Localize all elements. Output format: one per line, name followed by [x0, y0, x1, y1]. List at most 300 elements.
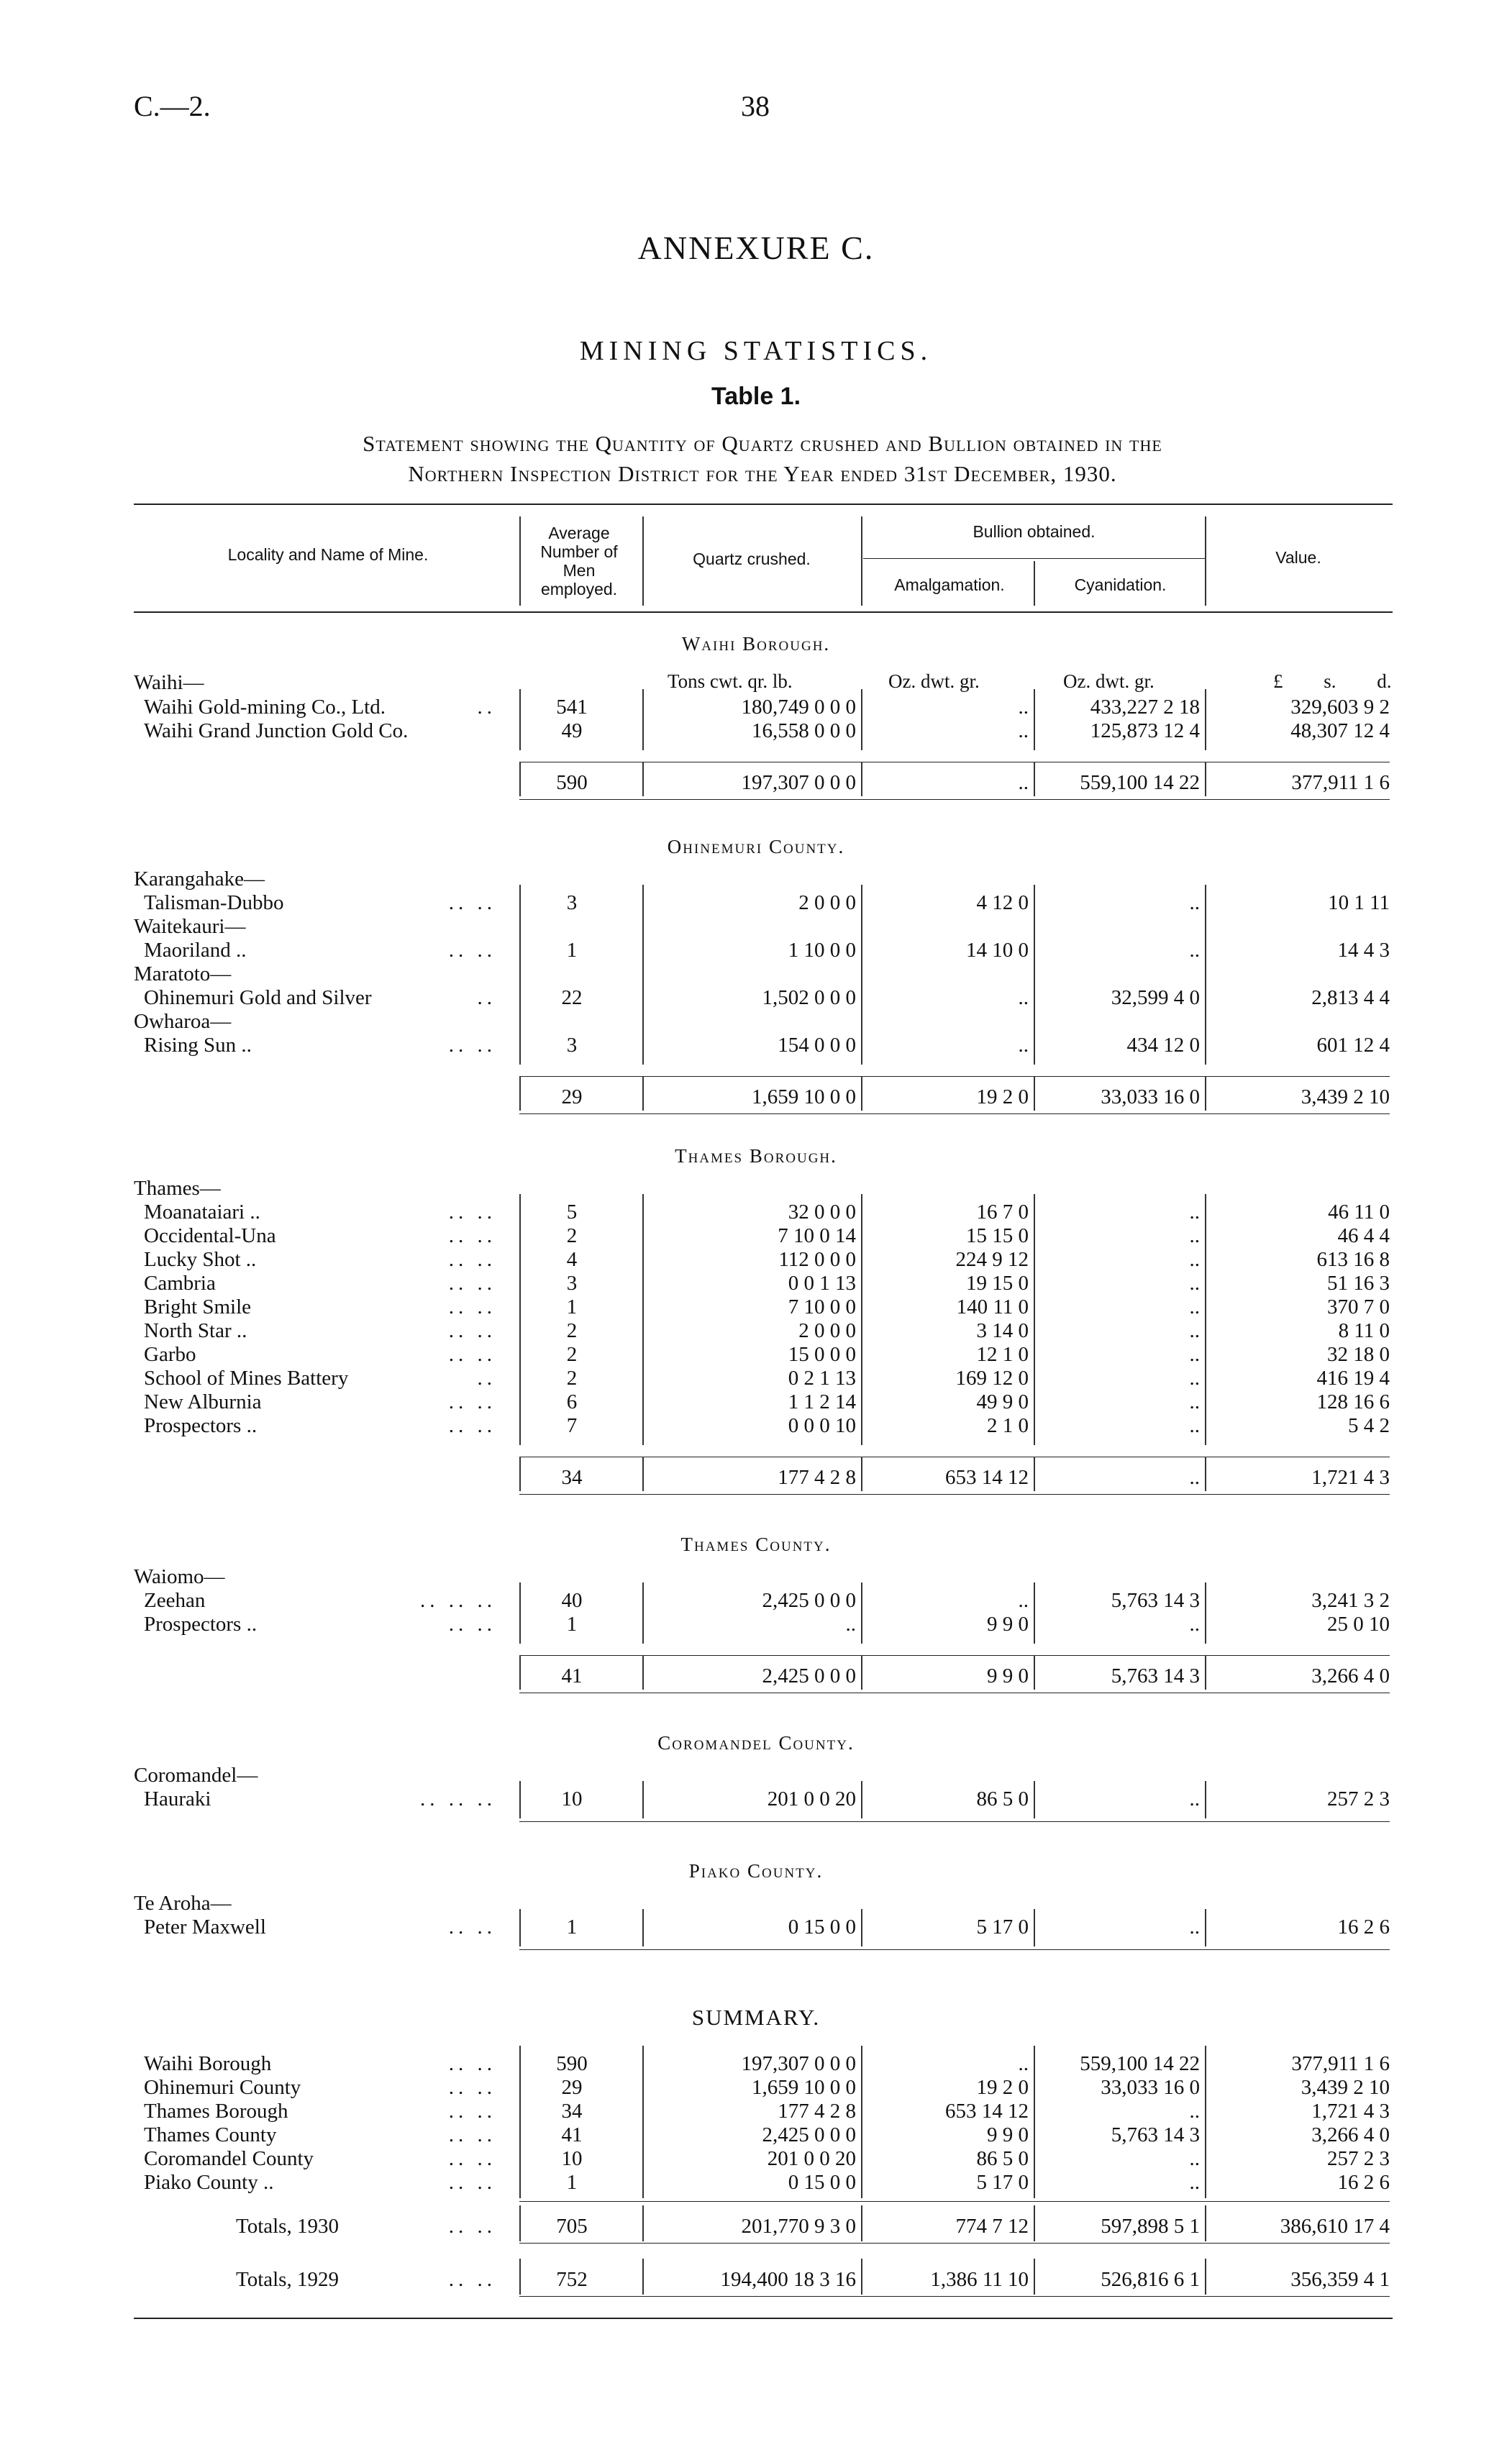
leader-dots: .. ..: [448, 1319, 496, 1342]
cell-cyan: 32,599 4 0: [1111, 986, 1200, 1009]
cell-value: 356,359 4 1: [1290, 2268, 1390, 2291]
header-divider: [1205, 516, 1206, 606]
cell-quartz: 0 15 0 0: [788, 1916, 856, 1939]
column-divider: [1034, 1194, 1035, 1445]
total-row: [0, 770, 1512, 795]
unit-amalgamation: Oz. dwt. gr.: [888, 670, 980, 692]
leader-dots: .. ..: [448, 2268, 496, 2291]
column-divider: [861, 2046, 862, 2198]
column-divider: [519, 762, 521, 796]
cell-men: 22: [561, 986, 583, 1009]
cell-quartz: 16,558 0 0 0: [752, 719, 856, 742]
statement-line-1: Statement showing the Quantity of Quartz crushed and Bullion obtained in the: [363, 431, 1162, 456]
cell-value: 128 16 6: [1316, 1390, 1390, 1413]
cell-value: 3,439 2 10: [1301, 1085, 1390, 1108]
cell-cyan: ..: [1189, 1466, 1200, 1489]
mine-name: Piako County ..: [144, 2171, 274, 2194]
cell-men: 3: [566, 1034, 578, 1057]
leader-dots: .. ..: [448, 2100, 496, 2123]
total-rule: [519, 1821, 1390, 1822]
mine-name: New Alburnia: [144, 1390, 262, 1413]
cell-cyan: ..: [1189, 1248, 1200, 1271]
column-divider: [642, 885, 644, 1065]
mine-name: Bright Smile: [144, 1295, 252, 1318]
mine-name: Thames County: [144, 2123, 277, 2146]
district-heading: Thames County.: [680, 1534, 832, 1555]
leader-dots: .. ..: [448, 1390, 496, 1413]
locality-label: Thames—: [134, 1177, 221, 1200]
column-divider: [1205, 885, 1206, 1065]
cell-cyan: ..: [1189, 2100, 1200, 2123]
total-rule: [519, 1076, 1390, 1077]
summary-row: [0, 2146, 1512, 2171]
cell-cyan: 5,763 14 3: [1111, 2123, 1200, 2146]
column-divider: [519, 2046, 521, 2198]
cell-cyan: ..: [1189, 1201, 1200, 1224]
cell-amal: ..: [1018, 696, 1029, 719]
column-divider: [861, 1582, 862, 1644]
cell-cyan: 434 12 0: [1126, 1034, 1200, 1057]
leader-dots: .. ..: [448, 2076, 496, 2099]
column-divider: [1205, 1781, 1206, 1818]
column-divider: [519, 885, 521, 1065]
column-divider: [861, 1655, 862, 1690]
column-divider: [519, 689, 521, 750]
table-row: [0, 1413, 1512, 1438]
cell-amal: 140 11 0: [956, 1295, 1029, 1318]
cell-value: 3,266 4 0: [1311, 2123, 1390, 2146]
table-row: [0, 1915, 1512, 1939]
cell-quartz: 180,749 0 0 0: [741, 696, 856, 719]
district-heading: Waihi Borough.: [681, 633, 831, 655]
table-row: [0, 1295, 1512, 1319]
table-row: [0, 938, 1512, 962]
cell-value: 613 16 8: [1316, 1248, 1390, 1271]
cell-quartz: 15 0 0 0: [788, 1343, 856, 1366]
cell-men: 6: [566, 1390, 578, 1413]
cell-value: 51 16 3: [1327, 1272, 1390, 1295]
column-divider: [519, 2259, 521, 2295]
column-divider: [1034, 1582, 1035, 1644]
cell-quartz: 2 0 0 0: [798, 1319, 856, 1342]
locality-label: Owharoa—: [134, 1010, 232, 1033]
column-divider: [861, 689, 862, 750]
unit-value: £ s. d.: [1273, 670, 1392, 692]
cell-men: 1: [566, 939, 578, 962]
leader-dots: .. ..: [448, 1034, 496, 1057]
cell-amal: ..: [1018, 1034, 1029, 1057]
column-divider: [642, 1194, 644, 1445]
cell-cyan: ..: [1189, 1414, 1200, 1437]
cell-amal: 5 17 0: [976, 1916, 1029, 1939]
cell-cyan: ..: [1189, 2171, 1200, 2194]
cell-men: 29: [561, 1085, 583, 1108]
table-row: [0, 985, 1512, 1010]
table-row: [0, 719, 1512, 743]
column-divider: [1034, 1909, 1035, 1946]
leader-dots: .. ..: [448, 2052, 496, 2075]
cell-quartz: 197,307 0 0 0: [741, 2052, 856, 2075]
cell-amal: 9 9 0: [987, 1664, 1029, 1687]
cell-amal: ..: [1018, 719, 1029, 742]
cell-cyan: ..: [1189, 1916, 1200, 1939]
table-row: [0, 1271, 1512, 1295]
total-rule: [519, 1113, 1390, 1114]
cell-amal: 224 9 12: [955, 1248, 1029, 1271]
col-men: [522, 524, 637, 598]
cell-value: 48,307 12 4: [1290, 719, 1390, 742]
cell-value: 25 0 10: [1327, 1613, 1390, 1636]
leader-dots: ..: [477, 1367, 496, 1390]
cell-men: 34: [561, 1466, 583, 1489]
cell-quartz: 1 10 0 0: [788, 939, 856, 962]
cell-value: 257 2 3: [1327, 1787, 1390, 1810]
page-number: 38: [741, 90, 770, 122]
cell-quartz: 1 1 2 14: [788, 1390, 856, 1413]
cell-value: 329,603 9 2: [1290, 696, 1390, 719]
leader-dots: ..: [477, 696, 496, 719]
cell-men: 7: [566, 1414, 578, 1437]
cell-amal: 5 17 0: [976, 2171, 1029, 2194]
mine-name: Maoriland ..: [144, 939, 247, 962]
cell-quartz: 201 0 0 20: [767, 2147, 856, 2170]
cell-amal: 19 2 0: [976, 2076, 1029, 2099]
cell-amal: 9 9 0: [987, 1613, 1029, 1636]
cell-amal: 3 14 0: [976, 1319, 1029, 1342]
cell-quartz: 177 4 2 8: [778, 2100, 856, 2123]
cell-cyan: 597,898 5 1: [1101, 2215, 1200, 2238]
total-rule: [519, 1494, 1390, 1495]
col-men-line-4: employed.: [540, 580, 618, 598]
cell-value: 1,721 4 3: [1311, 2100, 1390, 2123]
cell-cyan: ..: [1189, 1613, 1200, 1636]
cell-value: 3,241 3 2: [1311, 1589, 1390, 1612]
table-row: [0, 1200, 1512, 1224]
mine-name: Ohinemuri County: [144, 2076, 301, 2099]
leader-dots: .. ..: [448, 939, 496, 962]
column-divider: [519, 1194, 521, 1445]
cell-amal: ..: [1018, 986, 1029, 1009]
cell-quartz: 154 0 0 0: [778, 1034, 856, 1057]
cell-quartz: 7 10 0 14: [778, 1224, 856, 1247]
column-divider: [642, 1909, 644, 1946]
summary-row: [0, 2051, 1512, 2076]
cell-amal: ..: [1018, 771, 1029, 794]
column-divider: [861, 1194, 862, 1445]
mine-name: Moanataiari ..: [144, 1201, 260, 1224]
total-row: [0, 1085, 1512, 1109]
cell-cyan: ..: [1189, 1343, 1200, 1366]
cell-quartz: 32 0 0 0: [788, 1201, 856, 1224]
cell-amal: 2 1 0: [987, 1414, 1029, 1437]
total-rule: [519, 799, 1390, 800]
cell-quartz: 194,400 18 3 16: [720, 2268, 856, 2291]
cell-amal: 16 7 0: [976, 1201, 1029, 1224]
cell-amal: 86 5 0: [976, 2147, 1029, 2170]
col-cyanidation: Cyanidation.: [1074, 575, 1167, 594]
locality-label: Waiomo—: [134, 1565, 225, 1588]
leader-dots: ..: [477, 986, 496, 1009]
col-amalgamation: Amalgamation.: [894, 575, 1005, 594]
summary-row: [0, 2170, 1512, 2195]
cell-quartz: ..: [845, 1613, 856, 1636]
column-divider: [519, 1582, 521, 1644]
cell-cyan: 125,873 12 4: [1090, 719, 1200, 742]
column-divider: [1034, 762, 1035, 796]
column-divider: [642, 2205, 644, 2241]
cell-cyan: 559,100 14 22: [1080, 2052, 1200, 2075]
cell-value: 2,813 4 4: [1311, 986, 1390, 1009]
locality-group: [0, 1763, 1512, 1787]
cell-men: 29: [561, 2076, 583, 2099]
leader-dots: .. ..: [448, 1916, 496, 1939]
column-divider: [642, 1655, 644, 1690]
column-divider: [519, 2205, 521, 2241]
table-row: [0, 695, 1512, 719]
cell-amal: 9 9 0: [987, 2123, 1029, 2146]
leader-dots: .. .. ..: [420, 1589, 496, 1612]
column-divider: [642, 1457, 644, 1491]
cell-quartz: 1,502 0 0 0: [762, 986, 856, 1009]
column-divider: [1034, 1076, 1035, 1111]
mine-name: Thames Borough: [144, 2100, 288, 2123]
cell-value: 8 11 0: [1338, 1319, 1390, 1342]
cell-men: 705: [556, 2215, 588, 2238]
cell-quartz: 177 4 2 8: [778, 1466, 856, 1489]
mine-name: Prospectors ..: [144, 1414, 258, 1437]
mine-name: Waihi Gold-mining Co., Ltd.: [144, 696, 386, 719]
locality-group: [0, 962, 1512, 986]
cell-cyan: ..: [1189, 1295, 1200, 1318]
mine-name: Peter Maxwell: [144, 1916, 266, 1939]
cell-quartz: 2 0 0 0: [798, 891, 856, 914]
cell-cyan: ..: [1189, 1787, 1200, 1810]
cell-men: 41: [561, 2123, 583, 2146]
cell-value: 416 19 4: [1316, 1367, 1390, 1390]
document-reference: C.—2.: [134, 90, 211, 122]
cell-value: 46 11 0: [1328, 1201, 1390, 1224]
column-divider: [1205, 1194, 1206, 1445]
district-heading: Piako County.: [688, 1860, 824, 1882]
cell-amal: 14 10 0: [966, 939, 1029, 962]
mine-name: Rising Sun ..: [144, 1034, 252, 1057]
locality-group: [0, 670, 1512, 695]
column-divider: [1034, 1457, 1035, 1491]
cell-men: 4: [566, 1248, 578, 1271]
annexure-title: ANNEXURE C.: [637, 229, 875, 266]
leader-dots: .. ..: [448, 1224, 496, 1247]
leader-dots: .. ..: [448, 1248, 496, 1271]
cell-quartz: 2,425 0 0 0: [762, 1664, 856, 1687]
cell-value: 3,439 2 10: [1301, 2076, 1390, 2099]
leader-dots: .. ..: [448, 2215, 496, 2238]
cell-value: 257 2 3: [1327, 2147, 1390, 2170]
total-row: [0, 1664, 1512, 1688]
cell-value: 3,266 4 0: [1311, 1664, 1390, 1687]
section-title: MINING STATISTICS.: [579, 336, 933, 366]
cell-cyan: ..: [1189, 2147, 1200, 2170]
leader-dots: .. ..: [448, 1272, 496, 1295]
cell-value: 16 2 6: [1337, 1916, 1390, 1939]
district-heading: Thames Borough.: [675, 1145, 837, 1167]
column-divider: [861, 885, 862, 1065]
leader-dots: .. ..: [448, 2171, 496, 2194]
cell-value: 5 4 2: [1348, 1414, 1390, 1437]
cell-value: 386,610 17 4: [1280, 2215, 1390, 2238]
column-divider: [1205, 689, 1206, 750]
cell-men: 2: [566, 1319, 578, 1342]
cell-cyan: ..: [1189, 1224, 1200, 1247]
column-divider: [1034, 2259, 1035, 2295]
column-divider: [1205, 1655, 1206, 1690]
cell-amal: 774 7 12: [955, 2215, 1029, 2238]
col-locality: Locality and Name of Mine.: [227, 545, 429, 564]
column-divider: [642, 1781, 644, 1818]
leader-dots: .. ..: [448, 1295, 496, 1318]
total-rule: [519, 2201, 1390, 2202]
cell-men: 1: [566, 1295, 578, 1318]
cell-amal: 86 5 0: [976, 1787, 1029, 1810]
cell-men: 541: [556, 696, 588, 719]
cell-cyan: 33,033 16 0: [1101, 2076, 1200, 2099]
cell-value: 601 12 4: [1316, 1034, 1390, 1057]
column-divider: [519, 1457, 521, 1491]
cell-amal: 169 12 0: [955, 1367, 1029, 1390]
mine-name: Lucky Shot ..: [144, 1248, 257, 1271]
locality-group: [0, 1564, 1512, 1589]
locality-label: Coromandel—: [134, 1764, 258, 1787]
cell-cyan: ..: [1189, 939, 1200, 962]
column-divider: [642, 762, 644, 796]
cell-quartz: 0 0 0 10: [788, 1414, 856, 1437]
cell-amal: 12 1 0: [976, 1343, 1029, 1366]
table-row: [0, 1318, 1512, 1343]
table-row: [0, 1247, 1512, 1272]
cell-cyan: 5,763 14 3: [1111, 1589, 1200, 1612]
column-divider: [519, 1781, 521, 1818]
total-rule: [519, 1949, 1390, 1950]
summary-row: [0, 2075, 1512, 2100]
cell-quartz: 112 0 0 0: [778, 1248, 856, 1271]
column-divider: [642, 689, 644, 750]
locality-group: [0, 914, 1512, 939]
mine-name: Garbo: [144, 1343, 196, 1366]
summary-row: [0, 2123, 1512, 2147]
mine-name: Ohinemuri Gold and Silver: [144, 986, 372, 1009]
mine-name: Hauraki: [144, 1787, 211, 1810]
mine-name: Coromandel County: [144, 2147, 314, 2170]
table-title: Table 1.: [711, 383, 801, 410]
table-row: [0, 1342, 1512, 1367]
column-divider: [1034, 885, 1035, 1065]
table-row: [0, 1390, 1512, 1414]
cell-cyan: 5,763 14 3: [1111, 1664, 1200, 1687]
table-row: [0, 1588, 1512, 1613]
leader-dots: .. ..: [448, 1343, 496, 1366]
cell-men: 3: [566, 1272, 578, 1295]
column-divider: [861, 1076, 862, 1111]
column-divider: [519, 1655, 521, 1690]
cell-cyan: 33,033 16 0: [1101, 1085, 1200, 1108]
column-divider: [1034, 2046, 1035, 2198]
leader-dots: .. ..: [448, 1613, 496, 1636]
cell-cyan: 526,816 6 1: [1101, 2268, 1200, 2291]
cell-value: 377,911 1 6: [1291, 771, 1390, 794]
bottom-rule: [134, 2318, 1393, 2319]
cell-men: 40: [561, 1589, 583, 1612]
cell-quartz: 201,770 9 3 0: [741, 2215, 856, 2238]
mine-name: Cambria: [144, 1272, 216, 1295]
cell-amal: ..: [1018, 2052, 1029, 2075]
locality-label: Waitekauri—: [134, 915, 246, 938]
locality-group: [0, 1891, 1512, 1916]
cell-men: 3: [566, 891, 578, 914]
leader-dots: .. ..: [448, 2147, 496, 2170]
table-row: [0, 1612, 1512, 1636]
column-divider: [861, 1781, 862, 1818]
total-rule: [519, 2296, 1390, 2297]
unit-quartz: Tons cwt. qr. lb.: [668, 670, 793, 692]
unit-cyanidation: Oz. dwt. gr.: [1063, 670, 1155, 692]
cell-quartz: 0 0 1 13: [788, 1272, 856, 1295]
cell-cyan: ..: [1189, 1390, 1200, 1413]
cell-value: 32 18 0: [1327, 1343, 1390, 1366]
leader-dots: .. .. ..: [420, 1787, 496, 1810]
cell-quartz: 0 15 0 0: [788, 2171, 856, 2194]
cell-amal: 49 9 0: [976, 1390, 1029, 1413]
mine-name: Totals, 1929: [236, 2268, 339, 2291]
cell-cyan: ..: [1189, 1272, 1200, 1295]
col-value: Value.: [1275, 548, 1321, 567]
cell-amal: 15 15 0: [966, 1224, 1029, 1247]
total-row: [0, 1465, 1512, 1490]
totals-row: [0, 2267, 1512, 2292]
column-divider: [861, 1909, 862, 1946]
mine-name: Waihi Borough: [144, 2052, 272, 2075]
column-divider: [1205, 1909, 1206, 1946]
column-divider: [519, 1909, 521, 1946]
cell-amal: 1,386 11 10: [930, 2268, 1029, 2291]
column-divider: [519, 1076, 521, 1111]
cell-men: 590: [556, 2052, 588, 2075]
col-quartz: Quartz crushed.: [693, 550, 811, 568]
cell-men: 1: [566, 1613, 578, 1636]
column-divider: [1205, 2259, 1206, 2295]
cell-quartz: 2,425 0 0 0: [762, 1589, 856, 1612]
cell-amal: ..: [1018, 1589, 1029, 1612]
cell-amal: 653 14 12: [945, 1466, 1029, 1489]
statement-line-2: Northern Inspection District for the Year ended 31st December, 1930.: [408, 461, 1117, 486]
col-bullion: Bullion obtained.: [973, 522, 1096, 541]
cell-value: 370 7 0: [1327, 1295, 1390, 1318]
cell-quartz: 1,659 10 0 0: [752, 2076, 856, 2099]
header-divider: [861, 516, 862, 606]
mine-name: Totals, 1930: [236, 2215, 339, 2238]
mine-name: Occidental-Una: [144, 1224, 276, 1247]
table-statement: [137, 429, 1388, 489]
column-divider: [1205, 1076, 1206, 1111]
cell-quartz: 197,307 0 0 0: [741, 771, 856, 794]
column-divider: [861, 1457, 862, 1491]
leader-dots: .. ..: [448, 2123, 496, 2146]
locality-label: Waihi—: [134, 671, 204, 694]
mine-name: North Star ..: [144, 1319, 247, 1342]
total-rule: [519, 2243, 1390, 2244]
column-divider: [642, 1582, 644, 1644]
table-row: [0, 1787, 1512, 1811]
column-divider: [1034, 1781, 1035, 1818]
cell-amal: 4 12 0: [976, 891, 1029, 914]
